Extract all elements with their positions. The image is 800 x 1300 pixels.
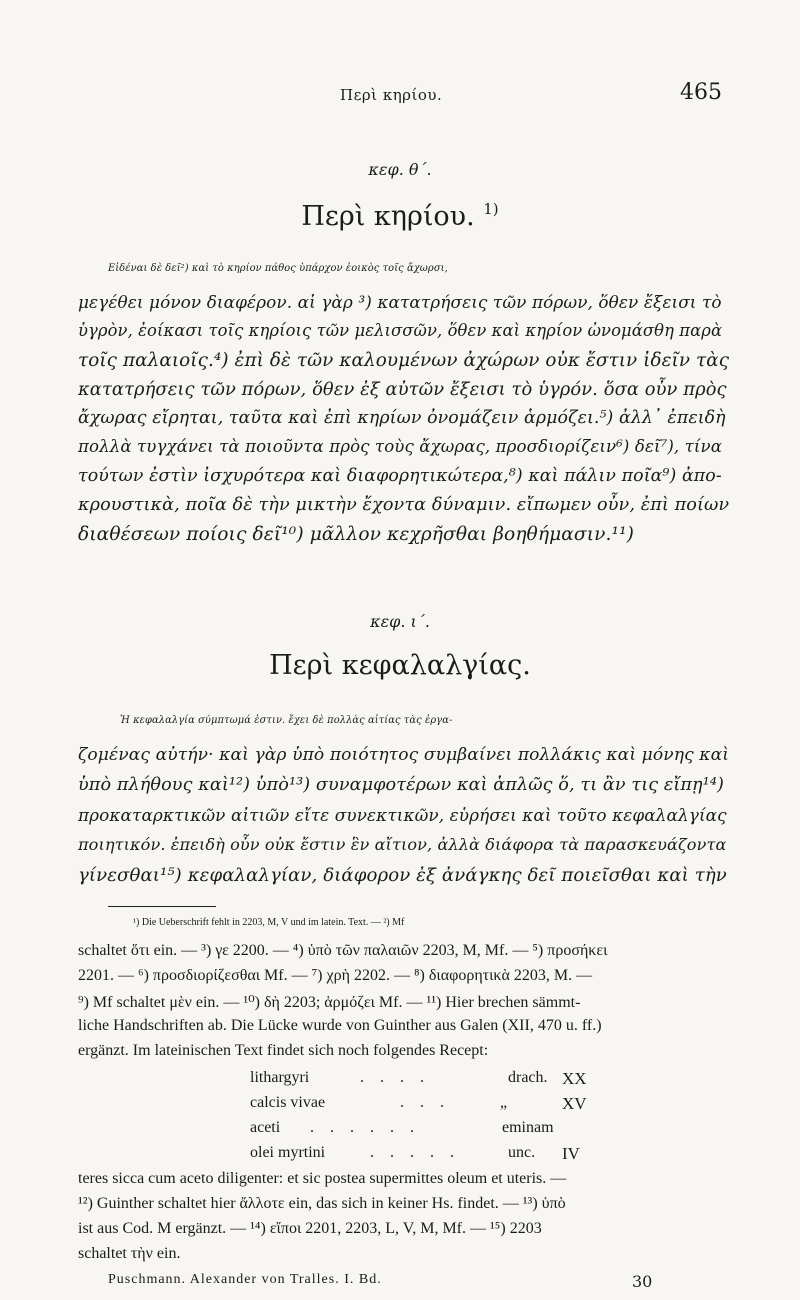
footnote-line: liche Handschriften ab. Die Lücke wurde von Guinther aus Galen (XII, 470 u. ff.) <box>78 1017 602 1034</box>
chapter-title <box>0 200 800 232</box>
recipe-quantity: XV <box>562 1094 587 1113</box>
signature-line: Puschmann. Alexander von Tralles. I. Bd. <box>108 1272 382 1287</box>
footnote-line: ¹) Die Ueberschrift fehlt in 2203, M, V und im latein. Text. — ²) Mf <box>133 917 405 928</box>
page-footer <box>0 1272 800 1296</box>
page-header <box>0 80 800 110</box>
text-line: ὑγρὸν, ἐοίκασι τοῖς κηρίοις τῶν μελισσῶν, ὅθεν καὶ κηρίον ὠνομάσθη παρὰ <box>78 321 723 340</box>
footnote-line: teres sicca cum aceto diligenter: et sic postea supermittes oleum et uteris. — <box>78 1170 567 1187</box>
text-line: γίνεσθαι¹⁵) κεφαλαλγίαν, διάφορον ἐξ ἀνάγκης δεῖ ποιεῖσθαι καὶ τὴν <box>78 865 727 886</box>
signature-number: 30 <box>632 1272 653 1291</box>
leader-dots: . . . . <box>360 1069 430 1086</box>
text-line: ζομένας αὐτήν· καὶ γὰρ ὑπὸ ποιότητος συμβαίνει πολλάκις καὶ μόνης καὶ <box>78 745 730 765</box>
footnote-line: schaltet ὅτι ein. — ³) γε 2200. — ⁴) ὑπὸ τῶν παλαιῶν 2203, M, Mf. — ⁵) προσήκει <box>78 942 608 959</box>
text-line: Ἡ κεφαλαλγία σύμπτωμά ἐστιν. ἔχει δὲ πολλὰς αἰτίας τὰς ἐργα- <box>120 715 453 726</box>
footnote-line: ergänzt. Im lateinischen Text findet sich noch folgendes Recept: <box>78 1042 489 1059</box>
text-line: ποιητικόν. ἐπειδὴ οὖν οὐκ ἔστιν ἓν αἴτιον, ἀλλὰ διάφορα τὰ παρασκευάζοντα <box>78 835 727 854</box>
footnote-mark: 1) <box>483 200 499 218</box>
recipe-quantity: XX <box>562 1069 587 1088</box>
leader-dots: . . . <box>400 1094 450 1111</box>
footnote-separator <box>108 906 216 907</box>
recipe-unit: unc. <box>508 1144 536 1161</box>
recipe-ingredient: calcis vivae <box>250 1094 326 1111</box>
recipe-unit: drach. <box>508 1069 548 1086</box>
recipe-ingredient: olei myrtini <box>250 1144 326 1161</box>
text-line: κρουστικὰ, ποῖα δὲ τὴν μικτὴν ἔχοντα δύναμιν. εἴπωμεν οὖν, ἐπὶ ποίων <box>78 495 730 515</box>
footnote-line: ist aus Cod. M ergänzt. — ¹⁴) εἴποι 2201, 2203, L, V, M, Mf. — ¹⁵) 2203 <box>78 1220 542 1237</box>
running-title: Περὶ κηρίου. <box>340 86 443 104</box>
text-line: μεγέθει μόνον διαφέρον. αἱ γὰρ ³) κατατρήσεις τῶν πόρων, ὅθεν ἔξεισι τὸ <box>78 292 722 312</box>
text-line: προκαταρκτικῶν αἰτιῶν εἴτε συνεκτικῶν, εὑρήσει καὶ τοῦτο κεφαλαλγίας <box>78 805 727 825</box>
recipe-quantity: IV <box>562 1144 580 1163</box>
recipe-ingredient: aceti <box>250 1119 281 1136</box>
footnote-line: schaltet τὴν ein. <box>78 1245 181 1262</box>
footnote-line: ⁹) Mf schaltet μὲν ein. — ¹⁰) δὴ 2203; ἁρμόζει Mf. — ¹¹) Hier brechen sämmt- <box>78 994 581 1011</box>
text-line: τούτων ἐστὶν ἰσχυρότερα καὶ διαφορητικώτερα,⁸) καὶ πάλιν ποῖα⁹) ἀπο- <box>78 466 722 486</box>
text-line: ὑπὸ πλήθους καὶ¹²) ὑπὸ¹³) συναμφοτέρων καὶ ἁπλῶς ὅ, τι ἂν τις εἴπῃ¹⁴) <box>78 775 724 795</box>
text-line: διαθέσεων ποίοις δεῖ¹⁰) μᾶλλον κεχρῆσθαι βοηθήμασιν.¹¹) <box>78 524 634 545</box>
footnote-line: ¹²) Guinther schaltet hier ἄλλοτε ein, das sich in keiner Hs. findet. — ¹³) ὑπὸ <box>78 1195 566 1212</box>
chapter-number: κεφ. θ΄. <box>368 160 432 179</box>
text-line: ἄχωρας εἴρηται, ταῦτα καὶ ἐπὶ κηρίων ὀνομάζειν ἁρμόζει.⁵) ἀλλ᾽ ἐπειδὴ <box>78 408 726 428</box>
text-line: κατατρήσεις τῶν πόρων, ὅθεν ἐξ αὐτῶν ἔξεισι τὸ ὑγρόν. ὅσα οὖν πρὸς <box>78 379 727 400</box>
chapter-number: κεφ. ι΄. <box>370 612 430 631</box>
leader-dots: . . . . . <box>370 1144 460 1161</box>
page-number: 465 <box>680 80 722 105</box>
recipe-ingredient: lithargyri <box>250 1069 310 1086</box>
recipe-unit: eminam <box>502 1119 554 1136</box>
text-line: πολλὰ τυγχάνει τὰ ποιοῦντα πρὸς τοὺς ἄχωρας, προσδιορίζειν⁶) δεῖ⁷), τίνα <box>78 437 723 456</box>
chapter-title-text: Περὶ κηρίου. <box>301 201 475 232</box>
footnote-line: 2201. — ⁶) προσδιορίζεσθαι Mf. — ⁷) χρὴ 2202. — ⁸) διαφορητικὰ 2203, M. — <box>78 967 593 984</box>
text-line: Εἰδέναι δὲ δεῖ²) καὶ τὸ κηρίον πάθος ὑπάρχον ἐοικὸς τοῖς ἄχωρσι, <box>108 263 448 274</box>
chapter-title: Περὶ κεφαλαλγίας. <box>269 650 531 681</box>
recipe-unit: „ <box>500 1094 508 1111</box>
text-line: τοῖς παλαιοῖς.⁴) ἐπὶ δὲ τῶν καλουμένων ἀχώρων οὐκ ἔστιν ἰδεῖν τὰς <box>78 350 730 371</box>
leader-dots: . . . . . . <box>310 1119 420 1136</box>
